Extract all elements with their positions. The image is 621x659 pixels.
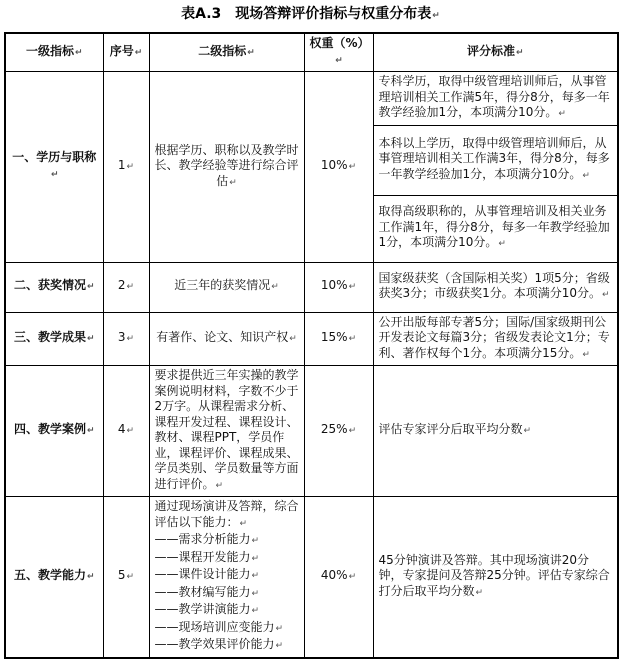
- table-row: [5, 366, 618, 497]
- paragraph-return-mark: ↵: [251, 588, 260, 599]
- table-row: [5, 312, 618, 366]
- paragraph-return-mark: ↵: [126, 162, 135, 172]
- cell-text: 2↵: [117, 278, 135, 293]
- weight-cell: [304, 312, 373, 366]
- cell-text: ——需求分析能力↵: [154, 532, 260, 546]
- level2-indicator-cell: [149, 366, 304, 497]
- criteria-cell: [373, 195, 618, 262]
- header-level2-indicator: 二级指标↵: [149, 33, 304, 72]
- paragraph-return-mark: ↵: [582, 170, 590, 181]
- level1-indicator-cell: [5, 72, 103, 263]
- criteria-cell: [373, 72, 618, 126]
- paragraph-return-mark: ↵: [432, 11, 440, 21]
- criteria-cell: [373, 312, 618, 366]
- serial-no-cell: [103, 366, 149, 497]
- paragraph-return-mark: ↵: [515, 47, 524, 58]
- cell-text: 有著作、论文、知识产权↵: [156, 330, 297, 344]
- paragraph-return-mark: ↵: [275, 623, 284, 634]
- paragraph-return-mark: ↵: [86, 334, 95, 344]
- cell-text: 要求提供近三年实操的教学案例说明材料，字数不少于2万字。从课程需求分析、课程开发过程、课程设计、教材、课程PPT，学员作业，课程评价、课程成果、学员类别、学员数量等方面进行评价。↵: [154, 368, 299, 491]
- paragraph-return-mark: ↵: [348, 572, 357, 582]
- paragraph-return-mark: ↵: [50, 169, 59, 180]
- serial-no-cell: [103, 72, 149, 263]
- cell-text: 一、学历与职称↵: [12, 150, 97, 180]
- header-serial-no: 序号↵: [103, 33, 149, 72]
- criteria-cell: [373, 262, 618, 312]
- cell-text: 1↵: [117, 158, 135, 172]
- cell-text: ——课程开发能力↵: [154, 549, 260, 564]
- cell-text: 近三年的获奖情况↵: [174, 278, 279, 293]
- paragraph-return-mark: ↵: [348, 426, 357, 437]
- paragraph-return-mark: ↵: [523, 426, 532, 437]
- header-scoring-criteria: 评分标准↵: [373, 33, 618, 72]
- level2-indicator-cell: [149, 312, 304, 366]
- cell-text: 三、教学成果↵: [13, 330, 95, 344]
- cell-text: 四、教学案例↵: [13, 422, 95, 437]
- cell-text: 五、教学能力↵: [13, 568, 95, 582]
- evaluation-table: [4, 32, 619, 659]
- paragraph-return-mark: ↵: [126, 572, 135, 582]
- paragraph-return-mark: ↵: [498, 239, 506, 250]
- level1-indicator-cell: [5, 366, 103, 497]
- paragraph-return-mark: ↵: [475, 587, 484, 598]
- cell-text: 3↵: [117, 330, 135, 344]
- criteria-cell: [373, 497, 618, 658]
- cell-text: 40%↵: [320, 568, 357, 582]
- paragraph-return-mark: ↵: [335, 55, 343, 66]
- weight-cell: [304, 366, 373, 497]
- paragraph-return-mark: ↵: [126, 426, 135, 437]
- level2-indicator-cell: [149, 262, 304, 312]
- cell-text: 10%↵: [320, 278, 357, 293]
- cell-text: 公开出版每部专著5分；国际/国家级期刊公开发表论文每篇3分；省级发表论文1分；专利、著作权每个1分。本项满分15分。↵: [378, 314, 610, 360]
- cell-text: 取得高级职称的，从事管理培训及相关业务工作满1年，得分8分，每多一年教学经验加1分，本项满分10分。↵: [378, 204, 610, 250]
- paragraph-return-mark: ↵: [239, 518, 248, 529]
- criteria-cell: [373, 125, 618, 195]
- paragraph-return-mark: ↵: [74, 47, 83, 58]
- paragraph-return-mark: ↵: [582, 349, 590, 360]
- cell-text: 4↵: [117, 422, 135, 437]
- cell-text: ——教学效果评价能力↵: [154, 637, 284, 651]
- cell-text: 10%↵: [320, 158, 357, 172]
- paragraph-return-mark: ↵: [251, 553, 260, 564]
- paragraph-return-mark: ↵: [229, 177, 237, 188]
- paragraph-return-mark: ↵: [348, 162, 357, 172]
- cell-text: ——教材编写能力↵: [154, 584, 260, 599]
- header-weight: 权重（%）↵: [304, 33, 373, 72]
- weight-cell: [304, 497, 373, 658]
- paragraph-return-mark: ↵: [348, 282, 357, 293]
- paragraph-return-mark: ↵: [271, 282, 279, 293]
- weight-cell: [304, 72, 373, 263]
- criteria-cell: [373, 366, 618, 497]
- paragraph-return-mark: ↵: [86, 426, 95, 437]
- cell-text: ——教学讲演能力↵: [154, 602, 260, 616]
- level1-indicator-cell: [5, 312, 103, 366]
- paragraph-return-mark: ↵: [602, 290, 610, 300]
- level1-indicator-cell: [5, 262, 103, 312]
- table-row: [5, 497, 618, 658]
- paragraph-return-mark: ↵: [275, 641, 284, 651]
- cell-text: 5↵: [117, 568, 135, 582]
- level2-indicator-cell: [149, 72, 304, 263]
- paragraph-return-mark: ↵: [251, 571, 260, 581]
- paragraph-return-mark: ↵: [86, 282, 95, 293]
- paragraph-return-mark: ↵: [251, 536, 260, 546]
- weight-cell: [304, 262, 373, 312]
- paragraph-return-mark: ↵: [289, 334, 297, 344]
- cell-text: 国家级获奖（含国际相关奖）1项5分；省级获奖3分；市级获奖1分。本项满分10分。↵: [378, 270, 610, 300]
- cell-text: 25%↵: [320, 422, 357, 437]
- serial-no-cell: [103, 262, 149, 312]
- cell-text: ——现场培训应变能力↵: [154, 619, 284, 634]
- level2-indicator-cell: [149, 497, 304, 658]
- paragraph-return-mark: ↵: [215, 480, 224, 491]
- cell-text: 根据学历、职称以及教学时长、教学经验等进行综合评估↵: [154, 142, 299, 188]
- page-title: 表A.3 现场答辩评价指标与权重分布表↵: [181, 6, 440, 22]
- paragraph-return-mark: ↵: [134, 47, 143, 58]
- serial-no-cell: [103, 497, 149, 658]
- paragraph-return-mark: ↵: [247, 47, 255, 58]
- paragraph-return-mark: ↵: [126, 282, 135, 293]
- paragraph-return-mark: ↵: [558, 109, 566, 119]
- cell-text: 15%↵: [320, 330, 357, 344]
- cell-text: 45分钟演讲及答辩。其中现场演讲20分钟，专家提问及答辩25分钟。评估专家综合打分后取平均分数↵: [378, 552, 610, 598]
- cell-text: ——课件设计能力↵: [154, 567, 260, 581]
- cell-text: 评估专家评分后取平均分数↵: [378, 422, 532, 437]
- cell-text: 本科以上学历，取得中级管理培训师后，从事管理培训相关工作满3年，得分8分，每多一年教学经验加1分，本项满分10分。↵: [378, 135, 610, 181]
- paragraph-return-mark: ↵: [251, 606, 260, 616]
- header-level1-indicator: 一级指标↵: [5, 33, 103, 72]
- table-row: [5, 262, 618, 312]
- cell-text: 二、获奖情况↵: [13, 278, 95, 293]
- paragraph-return-mark: ↵: [86, 572, 95, 582]
- cell-text: 通过现场演讲及答辩，综合评估以下能力：↵: [154, 499, 299, 529]
- table-row: [5, 72, 618, 126]
- paragraph-return-mark: ↵: [348, 334, 357, 344]
- cell-text: 专科学历，取得中级管理培训师后，从事管理培训相关工作满5年，得分8分，每多一年教学经验加1分，本项满分10分。↵: [378, 74, 610, 119]
- level1-indicator-cell: [5, 497, 103, 658]
- paragraph-return-mark: ↵: [126, 334, 135, 344]
- serial-no-cell: [103, 312, 149, 366]
- header-row: [5, 33, 618, 72]
